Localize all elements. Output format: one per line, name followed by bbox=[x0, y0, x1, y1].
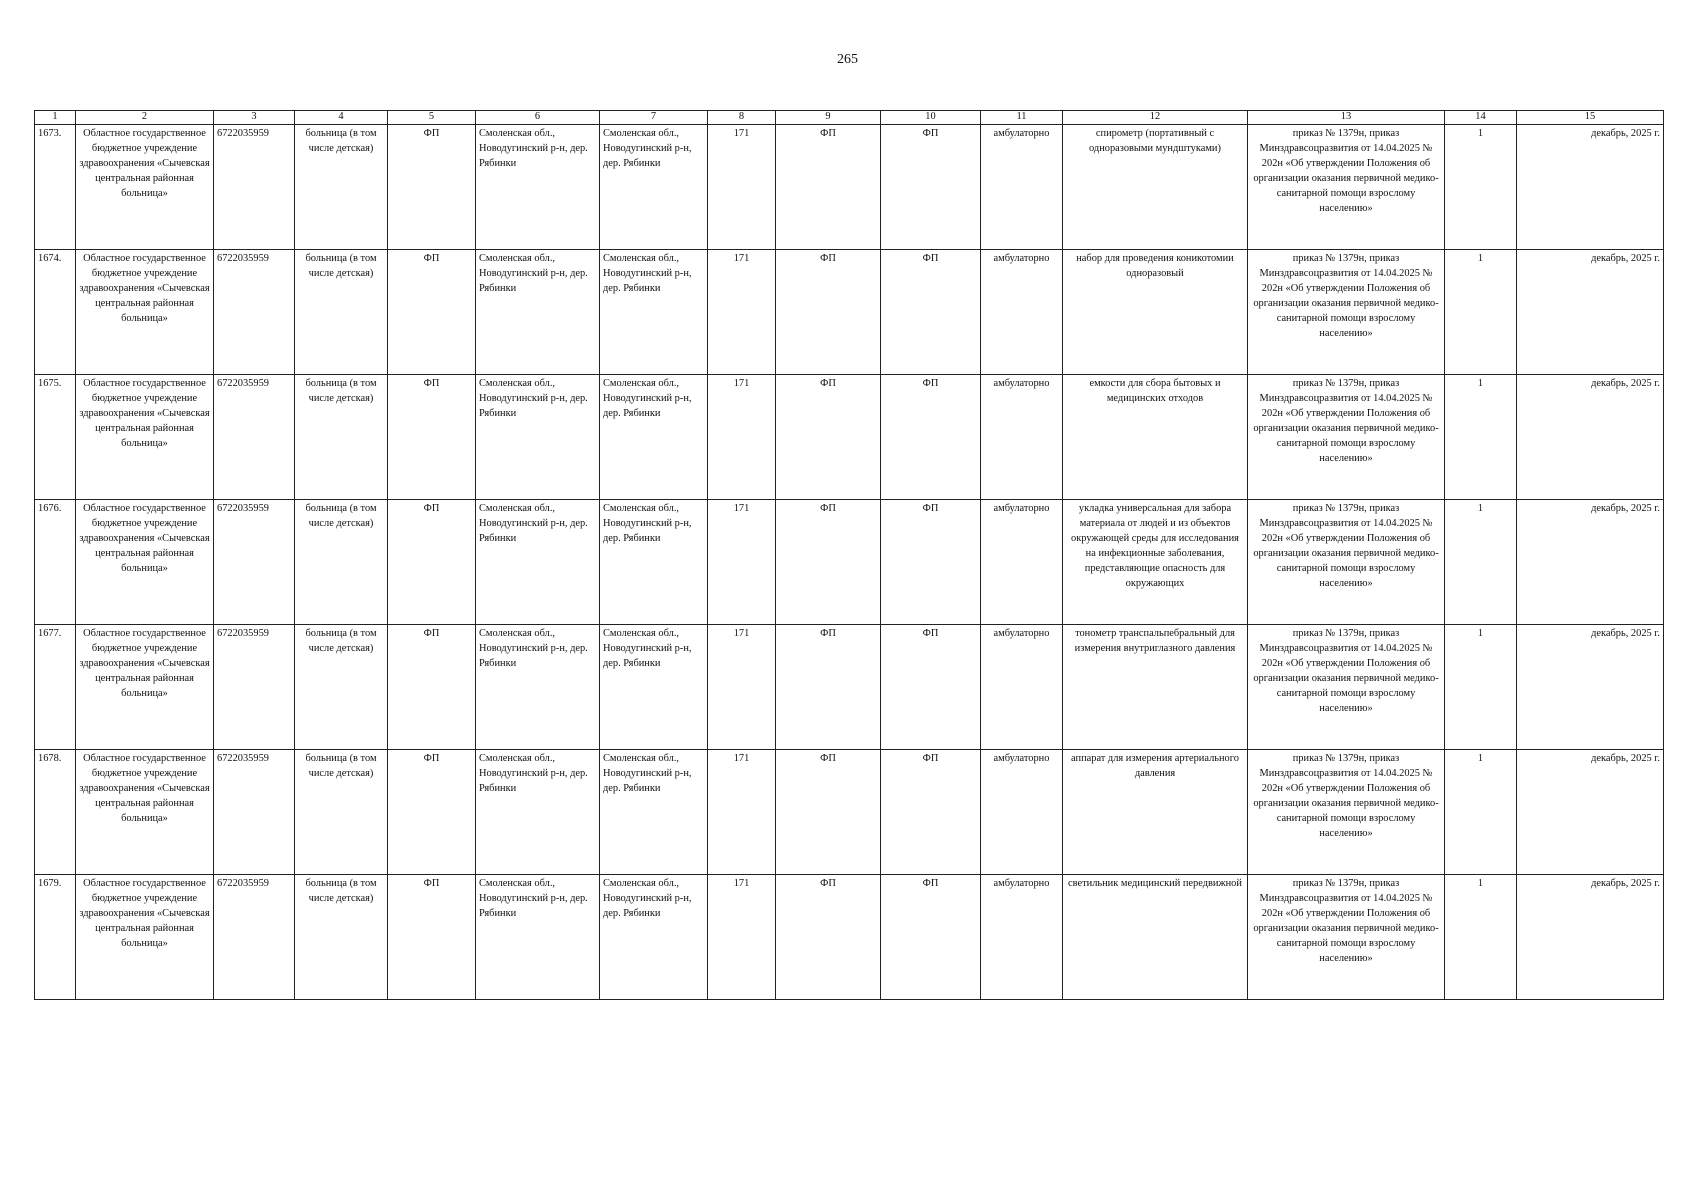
unit-type: ФП bbox=[388, 500, 476, 625]
facility-type: больница (в том числе детская) bbox=[295, 375, 388, 500]
equipment-name: светильник медицинский передвижной bbox=[1063, 875, 1248, 1000]
address: Смоленская обл., Новодугинский р-н, дер. Рябинки bbox=[476, 875, 600, 1000]
care-mode: амбулаторно bbox=[981, 750, 1063, 875]
table-row bbox=[35, 875, 1664, 1000]
row-number: 1675. bbox=[35, 375, 76, 500]
column-header: 10 bbox=[881, 111, 981, 125]
code: 171 bbox=[708, 875, 776, 1000]
header-row bbox=[35, 111, 1664, 125]
page-number: 265 bbox=[837, 52, 858, 67]
column-header: 2 bbox=[76, 111, 214, 125]
legal-basis: приказ № 1379н, приказ Минздравсоцразвития от 14.04.2025 № 202н «Об утверждении Положения об организации оказания первичной медико-санитарной помощи взрослому населению» bbox=[1248, 125, 1445, 250]
equipment-name: набор для проведения коникотомии одноразовый bbox=[1063, 250, 1248, 375]
facility-type: больница (в том числе детская) bbox=[295, 125, 388, 250]
legal-basis: приказ № 1379н, приказ Минздравсоцразвития от 14.04.2025 № 202н «Об утверждении Положения об организации оказания первичной медико-санитарной помощи взрослому населению» bbox=[1248, 625, 1445, 750]
unit-type: ФП bbox=[388, 375, 476, 500]
organization-name: Областное государственное бюджетное учреждение здравоохранения «Сычевская центральная районная больница» bbox=[76, 125, 214, 250]
organization-name: Областное государственное бюджетное учреждение здравоохранения «Сычевская центральная районная больница» bbox=[76, 375, 214, 500]
inn: 6722035959 bbox=[214, 375, 295, 500]
care-mode: амбулаторно bbox=[981, 375, 1063, 500]
column-header: 14 bbox=[1445, 111, 1517, 125]
delivery-date: декабрь, 2025 г. bbox=[1517, 500, 1664, 625]
address-unit: Смоленская обл., Новодугинский р-н, дер. Рябинки bbox=[600, 375, 708, 500]
column-header: 5 bbox=[388, 111, 476, 125]
unit-type: ФП bbox=[388, 250, 476, 375]
quantity: 1 bbox=[1445, 375, 1517, 500]
equipment-name: тонометр транспальпебральный для измерения внутриглазного давления bbox=[1063, 625, 1248, 750]
column-header: 6 bbox=[476, 111, 600, 125]
care-mode: амбулаторно bbox=[981, 125, 1063, 250]
inn: 6722035959 bbox=[214, 125, 295, 250]
unit-type: ФП bbox=[776, 625, 881, 750]
column-header: 7 bbox=[600, 111, 708, 125]
table-row bbox=[35, 125, 1664, 250]
row-number: 1678. bbox=[35, 750, 76, 875]
unit-type: ФП bbox=[388, 625, 476, 750]
inn: 6722035959 bbox=[214, 500, 295, 625]
inn: 6722035959 bbox=[214, 750, 295, 875]
unit-type: ФП bbox=[881, 250, 981, 375]
inn: 6722035959 bbox=[214, 625, 295, 750]
quantity: 1 bbox=[1445, 125, 1517, 250]
organization-name: Областное государственное бюджетное учреждение здравоохранения «Сычевская центральная районная больница» bbox=[76, 250, 214, 375]
row-number: 1673. bbox=[35, 125, 76, 250]
delivery-date: декабрь, 2025 г. bbox=[1517, 250, 1664, 375]
column-header: 8 bbox=[708, 111, 776, 125]
equipment-name: аппарат для измерения артериального давления bbox=[1063, 750, 1248, 875]
equipment-name: укладка универсальная для забора материала от людей и из объектов окружающей среды для исследования на инфекционные заболевания, представляющие опасность для окружающих bbox=[1063, 500, 1248, 625]
code: 171 bbox=[708, 250, 776, 375]
unit-type: ФП bbox=[881, 625, 981, 750]
facility-type: больница (в том числе детская) bbox=[295, 625, 388, 750]
code: 171 bbox=[708, 375, 776, 500]
column-header: 9 bbox=[776, 111, 881, 125]
delivery-date: декабрь, 2025 г. bbox=[1517, 750, 1664, 875]
care-mode: амбулаторно bbox=[981, 500, 1063, 625]
code: 171 bbox=[708, 500, 776, 625]
organization-name: Областное государственное бюджетное учреждение здравоохранения «Сычевская центральная районная больница» bbox=[76, 875, 214, 1000]
care-mode: амбулаторно bbox=[981, 250, 1063, 375]
quantity: 1 bbox=[1445, 500, 1517, 625]
facility-type: больница (в том числе детская) bbox=[295, 250, 388, 375]
unit-type: ФП bbox=[881, 375, 981, 500]
legal-basis: приказ № 1379н, приказ Минздравсоцразвития от 14.04.2025 № 202н «Об утверждении Положения об организации оказания первичной медико-санитарной помощи взрослому населению» bbox=[1248, 500, 1445, 625]
address: Смоленская обл., Новодугинский р-н, дер. Рябинки bbox=[476, 750, 600, 875]
inn: 6722035959 bbox=[214, 250, 295, 375]
address-unit: Смоленская обл., Новодугинский р-н, дер. Рябинки bbox=[600, 500, 708, 625]
column-header: 13 bbox=[1248, 111, 1445, 125]
unit-type: ФП bbox=[776, 125, 881, 250]
unit-type: ФП bbox=[388, 125, 476, 250]
code: 171 bbox=[708, 125, 776, 250]
legal-basis: приказ № 1379н, приказ Минздравсоцразвития от 14.04.2025 № 202н «Об утверждении Положения об организации оказания первичной медико-санитарной помощи взрослому населению» bbox=[1248, 375, 1445, 500]
table-row bbox=[35, 375, 1664, 500]
address-unit: Смоленская обл., Новодугинский р-н, дер. Рябинки bbox=[600, 625, 708, 750]
column-header: 3 bbox=[214, 111, 295, 125]
code: 171 bbox=[708, 750, 776, 875]
table-row bbox=[35, 250, 1664, 375]
column-header: 12 bbox=[1063, 111, 1248, 125]
inn: 6722035959 bbox=[214, 875, 295, 1000]
address-unit: Смоленская обл., Новодугинский р-н, дер. Рябинки bbox=[600, 125, 708, 250]
unit-type: ФП bbox=[881, 125, 981, 250]
organization-name: Областное государственное бюджетное учреждение здравоохранения «Сычевская центральная районная больница» bbox=[76, 750, 214, 875]
table-row bbox=[35, 625, 1664, 750]
unit-type: ФП bbox=[881, 750, 981, 875]
delivery-date: декабрь, 2025 г. bbox=[1517, 125, 1664, 250]
address: Смоленская обл., Новодугинский р-н, дер. Рябинки bbox=[476, 375, 600, 500]
unit-type: ФП bbox=[776, 500, 881, 625]
delivery-date: декабрь, 2025 г. bbox=[1517, 875, 1664, 1000]
care-mode: амбулаторно bbox=[981, 875, 1063, 1000]
row-number: 1674. bbox=[35, 250, 76, 375]
unit-type: ФП bbox=[388, 875, 476, 1000]
delivery-date: декабрь, 2025 г. bbox=[1517, 625, 1664, 750]
care-mode: амбулаторно bbox=[981, 625, 1063, 750]
quantity: 1 bbox=[1445, 750, 1517, 875]
column-header: 1 bbox=[35, 111, 76, 125]
unit-type: ФП bbox=[776, 875, 881, 1000]
equipment-registry-table bbox=[34, 110, 1664, 1000]
unit-type: ФП bbox=[776, 750, 881, 875]
legal-basis: приказ № 1379н, приказ Минздравсоцразвития от 14.04.2025 № 202н «Об утверждении Положения об организации оказания первичной медико-санитарной помощи взрослому населению» bbox=[1248, 250, 1445, 375]
unit-type: ФП bbox=[388, 750, 476, 875]
unit-type: ФП bbox=[776, 375, 881, 500]
row-number: 1676. bbox=[35, 500, 76, 625]
row-number: 1677. bbox=[35, 625, 76, 750]
facility-type: больница (в том числе детская) bbox=[295, 750, 388, 875]
address-unit: Смоленская обл., Новодугинский р-н, дер. Рябинки bbox=[600, 250, 708, 375]
address: Смоленская обл., Новодугинский р-н, дер. Рябинки bbox=[476, 625, 600, 750]
address: Смоленская обл., Новодугинский р-н, дер. Рябинки bbox=[476, 125, 600, 250]
unit-type: ФП bbox=[776, 250, 881, 375]
delivery-date: декабрь, 2025 г. bbox=[1517, 375, 1664, 500]
equipment-name: емкости для сбора бытовых и медицинских отходов bbox=[1063, 375, 1248, 500]
organization-name: Областное государственное бюджетное учреждение здравоохранения «Сычевская центральная районная больница» bbox=[76, 625, 214, 750]
address-unit: Смоленская обл., Новодугинский р-н, дер. Рябинки bbox=[600, 875, 708, 1000]
column-header: 4 bbox=[295, 111, 388, 125]
organization-name: Областное государственное бюджетное учреждение здравоохранения «Сычевская центральная районная больница» bbox=[76, 500, 214, 625]
code: 171 bbox=[708, 625, 776, 750]
address: Смоленская обл., Новодугинский р-н, дер. Рябинки bbox=[476, 500, 600, 625]
legal-basis: приказ № 1379н, приказ Минздравсоцразвития от 14.04.2025 № 202н «Об утверждении Положения об организации оказания первичной медико-санитарной помощи взрослому населению» bbox=[1248, 750, 1445, 875]
table-row bbox=[35, 500, 1664, 625]
quantity: 1 bbox=[1445, 625, 1517, 750]
equipment-name: спирометр (портативный с одноразовыми мундштуками) bbox=[1063, 125, 1248, 250]
facility-type: больница (в том числе детская) bbox=[295, 875, 388, 1000]
address-unit: Смоленская обл., Новодугинский р-н, дер. Рябинки bbox=[600, 750, 708, 875]
quantity: 1 bbox=[1445, 250, 1517, 375]
facility-type: больница (в том числе детская) bbox=[295, 500, 388, 625]
address: Смоленская обл., Новодугинский р-н, дер. Рябинки bbox=[476, 250, 600, 375]
legal-basis: приказ № 1379н, приказ Минздравсоцразвития от 14.04.2025 № 202н «Об утверждении Положения об организации оказания первичной медико-санитарной помощи взрослому населению» bbox=[1248, 875, 1445, 1000]
quantity: 1 bbox=[1445, 875, 1517, 1000]
table-row bbox=[35, 750, 1664, 875]
row-number: 1679. bbox=[35, 875, 76, 1000]
unit-type: ФП bbox=[881, 500, 981, 625]
column-header: 15 bbox=[1517, 111, 1664, 125]
unit-type: ФП bbox=[881, 875, 981, 1000]
column-header: 11 bbox=[981, 111, 1063, 125]
